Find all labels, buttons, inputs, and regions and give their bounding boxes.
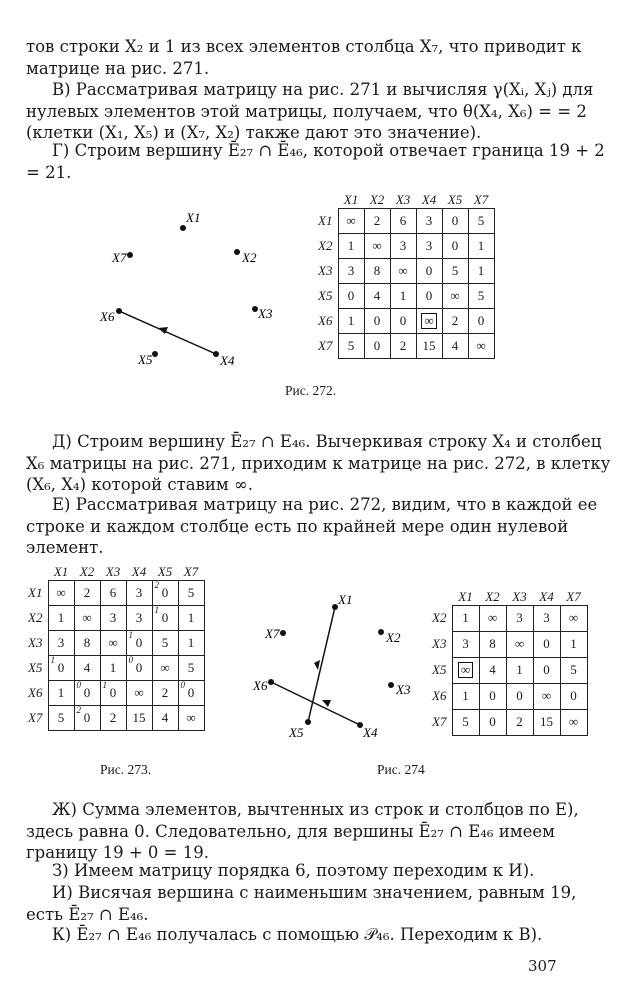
cell-value: 1: [477, 237, 485, 253]
col-header: X3: [105, 563, 121, 579]
matrix-cell: [506, 657, 533, 683]
cell-value: 0: [83, 709, 91, 725]
cell-value: ∞: [421, 313, 436, 329]
paragraph-8: И) Висячая вершина с наименьшим значением, равным 19, есть Ē₂₇ ∩ E₄₆.: [26, 883, 577, 924]
matrix-cell: [560, 605, 587, 631]
row-header: X1: [28, 584, 43, 600]
matrix-row: [432, 683, 587, 709]
cell-value: 4: [83, 659, 91, 675]
cell-value: ∞: [476, 337, 486, 353]
cell-value: ∞: [487, 610, 498, 625]
paragraph-6: Ж) Сумма элементов, вычтенных из строк и столбцов по Е), здесь равна 0. Следовательно, для вершины Ē₂₇ ∩ E₄₆ имеем границу 19 + 0 = 19.: [26, 800, 579, 862]
matrix-cell: [533, 605, 560, 631]
col-header: X5: [157, 563, 173, 579]
paragraph-3: Г) Строим вершину Ē₂₇ ∩ Ē₄₆, которой отвечает граница 19 + 2 = 21.: [26, 141, 605, 182]
row-header: X2: [432, 610, 447, 625]
cell-value: 1: [516, 662, 523, 677]
cell-value: 2: [399, 337, 407, 353]
cell-value: 3: [425, 212, 433, 228]
label-x3: X3: [258, 306, 273, 321]
cell-value: 1: [109, 659, 117, 675]
cell-value: 0: [135, 634, 143, 650]
col-header: X2: [369, 191, 385, 207]
matrix-cell: [452, 605, 479, 631]
col-header: X1: [343, 191, 359, 207]
cell-value: 0: [489, 688, 496, 703]
cell-value: 3: [57, 634, 65, 650]
cell-superscript: 1: [50, 654, 55, 665]
label274-x4: X4: [363, 725, 378, 740]
node274-x3: [388, 682, 394, 688]
cell-value: 5: [451, 262, 459, 278]
label274-x2: X2: [386, 630, 401, 645]
label274-x6: X6: [253, 678, 268, 693]
row-header: X6: [432, 688, 447, 703]
cell-value: 1: [57, 609, 65, 625]
cell-value: ∞: [514, 636, 525, 651]
cell-value: 0: [161, 584, 169, 600]
paragraph-4: Д) Строим вершину Ē₂₇ ∩ E₄₆. Вычеркивая строку X₄ и столбец X₆ матрицы на рис. 271, приходим к матрице на рис. 272, в клетку (X₆, X₄) которой ставим ∞.: [26, 432, 611, 494]
label-x6: X6: [100, 309, 115, 324]
cell-value: 1: [187, 609, 195, 625]
cell-value: 0: [489, 714, 496, 729]
matrix-cell: [452, 709, 479, 735]
row-header: X3: [432, 636, 447, 651]
cell-value: 0: [399, 312, 407, 328]
row-header: X2: [28, 609, 43, 625]
cell-superscript: 0: [128, 654, 133, 665]
cell-superscript: 2: [76, 704, 81, 715]
col-header: X3: [395, 191, 411, 207]
matrix-cell: [560, 657, 587, 683]
cell-value: ∞: [450, 287, 460, 303]
cell-value: 0: [425, 287, 433, 303]
row-header: X3: [28, 634, 43, 650]
cell-value: 8: [373, 262, 381, 278]
col-header: X4: [131, 563, 147, 579]
cell-value: 2: [516, 714, 523, 729]
cell-value: 0: [451, 237, 459, 253]
cell-value: 3: [347, 262, 355, 278]
cell-value: 4: [489, 662, 496, 677]
matrix-cell: [506, 631, 533, 657]
cell-value: 0: [57, 659, 65, 675]
matrix-corner: [432, 585, 452, 605]
cell-value: ∞: [134, 684, 144, 700]
cell-value: 1: [462, 610, 469, 625]
cell-value: 2: [161, 684, 169, 700]
arrow-head-2: [322, 700, 331, 707]
cell-value: 15: [132, 709, 146, 725]
cell-value: ∞: [458, 662, 473, 678]
paragraph-7: З) Имеем матрицу порядка 6, поэтому переходим к И).: [52, 861, 535, 880]
row-header: X7: [432, 714, 447, 729]
col-header: X7: [566, 588, 581, 604]
matrix-row: [432, 709, 587, 735]
row-header: X3: [318, 262, 333, 278]
paragraph-9: К) Ē₂₇ ∩ E₄₆ получалась с помощью 𝒫₄₆. Переходим к В).: [52, 925, 543, 944]
matrix-cell: [452, 683, 479, 709]
cell-value: 3: [399, 237, 407, 253]
col-header: X4: [421, 191, 437, 207]
cell-superscript: 0: [180, 679, 185, 690]
matrix-row: [432, 631, 587, 657]
node274-x5: [305, 719, 311, 725]
cell-value: 2: [451, 312, 459, 328]
row-header: X6: [28, 684, 43, 700]
cell-value: 3: [462, 636, 469, 651]
col-header: X7: [473, 191, 489, 207]
row-header: X5: [432, 662, 447, 677]
cell-value: 5: [570, 662, 577, 677]
cell-value: 5: [347, 337, 355, 353]
cell-value: 2: [83, 584, 91, 600]
row-header: X1: [318, 212, 333, 228]
cell-value: 2: [109, 709, 117, 725]
node274-x7: [280, 630, 286, 636]
node274-x6: [268, 679, 274, 685]
matrix-cell: [479, 657, 506, 683]
label274-x3: X3: [396, 682, 411, 697]
cell-superscript: 2: [154, 579, 159, 590]
cell-value: 0: [477, 312, 485, 328]
cell-value: 1: [347, 312, 355, 328]
cell-value: 1: [187, 634, 195, 650]
cell-value: ∞: [160, 659, 170, 675]
cell-value: ∞: [568, 610, 579, 625]
cell-value: 5: [187, 659, 195, 675]
matrix-cell: [452, 657, 479, 683]
matrix-row: [432, 657, 587, 683]
paragraph-5: Е) Рассматривая матрицу на рис. 272, видим, что в каждой ее строке и каждом столбце есть по крайней мере один нулевой элемент.: [26, 495, 598, 557]
row-header: X6: [318, 312, 333, 328]
cell-value: 4: [451, 337, 459, 353]
cell-value: 0: [83, 684, 91, 700]
cell-value: 0: [425, 262, 433, 278]
cell-value: ∞: [568, 714, 579, 729]
label-x7: X7: [112, 250, 127, 265]
fig274-caption: Рис. 274: [377, 762, 425, 777]
col-header: X1: [458, 588, 473, 604]
cell-value: 1: [57, 684, 65, 700]
cell-value: 0: [373, 312, 381, 328]
row-header: X5: [318, 287, 333, 303]
cell-value: 0: [570, 688, 577, 703]
col-header: X2: [79, 563, 95, 579]
cell-value: 3: [109, 609, 117, 625]
matrix-cell: [533, 709, 560, 735]
cell-value: 4: [161, 709, 169, 725]
col-header: X5: [447, 191, 463, 207]
matrix-cell: [560, 709, 587, 735]
label274-x1: X1: [338, 592, 353, 607]
arrow-head-1: [314, 660, 320, 670]
cell-value: 4: [373, 287, 381, 303]
col-header: X7: [183, 563, 199, 579]
cell-value: 5: [477, 287, 485, 303]
cell-value: 3: [543, 610, 550, 625]
cell-value: 1: [477, 262, 485, 278]
matrix-cell: [506, 605, 533, 631]
label274-x7: X7: [265, 626, 280, 641]
cell-value: 1: [399, 287, 407, 303]
label-x4: X4: [220, 353, 235, 368]
fig272-caption: Рис. 272.: [285, 383, 337, 398]
matrix-cell: [533, 683, 560, 709]
cell-superscript: 1: [128, 629, 133, 640]
cell-value: ∞: [398, 262, 408, 278]
cell-value: 0: [347, 287, 355, 303]
fig273-caption: Рис. 273.: [100, 762, 152, 777]
matrix-274: [432, 585, 588, 736]
cell-value: ∞: [82, 609, 92, 625]
matrix-row: [432, 605, 587, 631]
matrix-cell: [560, 631, 587, 657]
cell-value: 0: [135, 659, 143, 675]
col-header: X4: [539, 588, 554, 604]
matrix-cell: [479, 605, 506, 631]
cell-value: 0: [373, 337, 381, 353]
row-header: X7: [28, 709, 43, 725]
cell-value: 1: [347, 237, 355, 253]
row-header: X7: [318, 337, 333, 353]
cell-value: 5: [161, 634, 169, 650]
cell-value: 5: [57, 709, 65, 725]
cell-value: ∞: [108, 634, 118, 650]
matrix-cell: [560, 683, 587, 709]
col-header: X1: [53, 563, 69, 579]
matrix-cell: [479, 709, 506, 735]
matrix-cell: [479, 683, 506, 709]
label-x1: X1: [186, 210, 201, 225]
matrix-cell: [452, 631, 479, 657]
cell-superscript: 1: [102, 679, 107, 690]
cell-value: 3: [135, 609, 143, 625]
cell-value: 3: [135, 584, 143, 600]
cell-value: 1: [570, 636, 577, 651]
cell-value: 5: [187, 584, 195, 600]
matrix-cell: [533, 657, 560, 683]
cell-value: ∞: [56, 584, 66, 600]
cell-value: 5: [477, 212, 485, 228]
cell-value: 0: [161, 609, 169, 625]
page-number: 307: [528, 957, 557, 975]
cell-value: 0: [187, 684, 195, 700]
col-header: X3: [512, 588, 527, 604]
cell-superscript: 1: [154, 604, 159, 615]
matrix-cell: [506, 709, 533, 735]
matrix-cell: [533, 631, 560, 657]
cell-value: 5: [462, 714, 469, 729]
cell-value: 6: [399, 212, 407, 228]
row-header: X2: [318, 237, 333, 253]
cell-value: 6: [109, 584, 117, 600]
col-header: X2: [485, 588, 500, 604]
cell-value: ∞: [346, 212, 356, 228]
paragraph-1: тов строки X₂ и 1 из всех элементов столбца X₇, что приводит к матрице на рис. 271.: [26, 37, 582, 78]
label274-x5: X5: [289, 725, 304, 740]
cell-superscript: 0: [76, 679, 81, 690]
cell-value: 3: [425, 237, 433, 253]
cell-value: ∞: [186, 709, 196, 725]
cell-value: ∞: [372, 237, 382, 253]
node274-x2: [378, 629, 384, 635]
label-x5: X5: [138, 352, 153, 367]
cell-value: 8: [489, 636, 496, 651]
cell-value: 0: [451, 212, 459, 228]
cell-value: 3: [516, 610, 523, 625]
cell-value: 0: [543, 636, 550, 651]
cell-value: 0: [516, 688, 523, 703]
cell-value: 15: [422, 337, 436, 353]
edge-x1-x5: [308, 607, 335, 722]
label-x2: X2: [242, 250, 257, 265]
cell-value: 15: [540, 714, 553, 729]
row-header: X5: [28, 659, 43, 675]
cell-value: 0: [543, 662, 550, 677]
cell-value: 0: [109, 684, 117, 700]
cell-value: 2: [373, 212, 381, 228]
cell-value: 1: [462, 688, 469, 703]
matrix-cell: [506, 683, 533, 709]
paragraph-2: В) Рассматривая матрицу на рис. 271 и вычисляя γ(Xᵢ, Xⱼ) для нулевых элементов этой матрицы, получаем, что θ(X₄, X₆) = = 2 (клетки (X₁, X₅) и (X₇, X₂) также дают это значение).: [26, 80, 594, 142]
matrix-cell: [479, 631, 506, 657]
cell-value: ∞: [541, 688, 552, 703]
cell-value: 8: [83, 634, 91, 650]
